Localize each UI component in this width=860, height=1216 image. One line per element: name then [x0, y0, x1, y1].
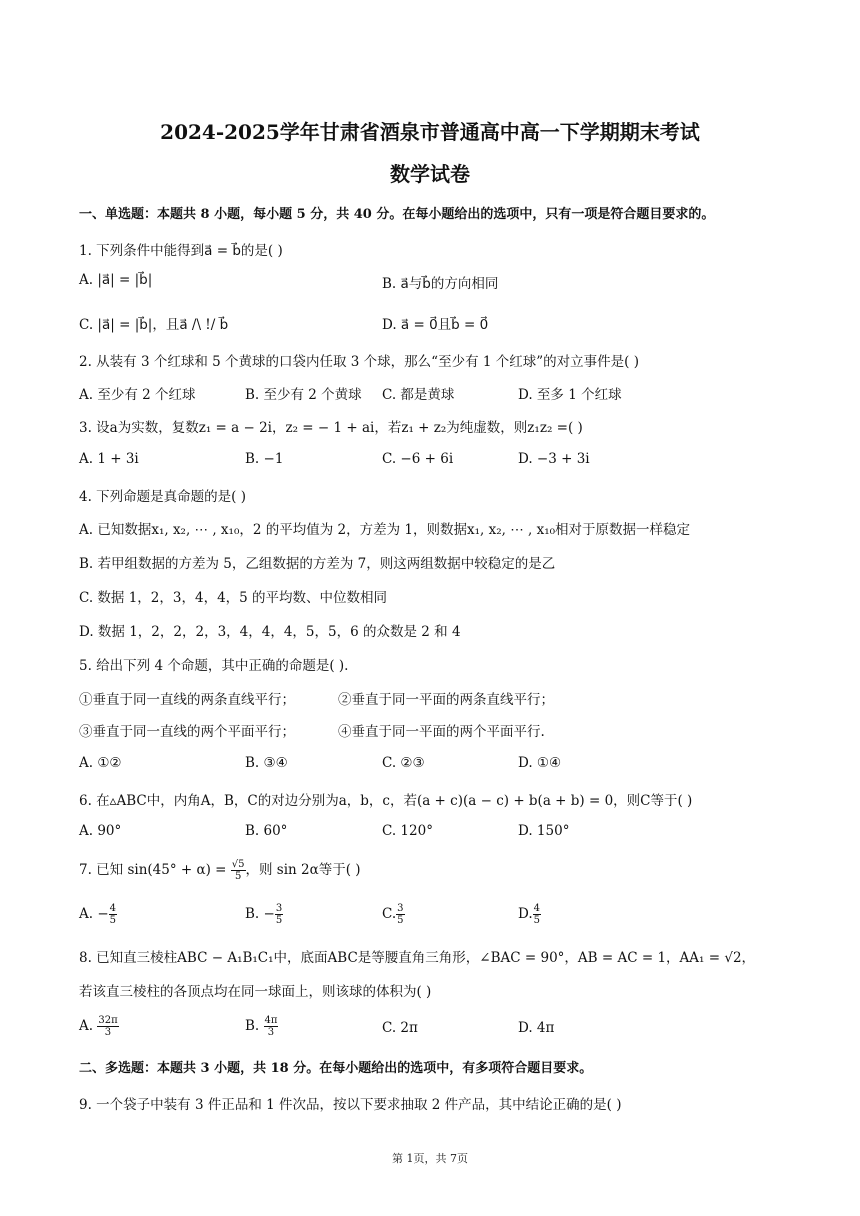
q7-stem [79, 858, 361, 882]
q3-option-b: B. −1 [245, 451, 284, 467]
q4-option-d: D. 数据 1，2，2，2，3，4，4，4，5，5，6 的众数是 2 和 4 [79, 624, 461, 640]
q1-option-a: A. |a⃗| = |b⃗| [79, 272, 153, 288]
q6-option-b: B. 60° [245, 823, 288, 839]
q5-option-a: A. ①② [79, 755, 122, 771]
q6-stem: 6. 在▵ABC中，内角A，B，C的对边分别为a，b，c，若(a + c)(a − c) + b(a + b) = 0，则C等于( ) [79, 793, 693, 809]
q5-stem: 5. 给出下列 4 个命题，其中正确的命题是( ). [79, 658, 349, 674]
q5-proposition-2: ②垂直于同一平面的两条直线平行； [338, 692, 554, 708]
q8-stem-line1: 8. 已知直三棱柱ABC − A₁B₁C₁中，底面ABC是等腰直角三角形，∠BAC = 90°，AB = AC = 1，AA₁ = √2， [79, 950, 756, 966]
q2-option-d: D. 至多 1 个红球 [518, 387, 622, 403]
q3-option-a: A. 1 + 3i [79, 451, 139, 467]
q3-option-d: D. −3 + 3i [518, 451, 590, 467]
q6-option-a: A. 90° [79, 823, 122, 839]
q7-stem-pre: 7. 已知 sin(45° + α) = [79, 862, 227, 878]
q5-option-c: C. ②③ [382, 755, 425, 771]
q7-fraction: $\frac{√5}{5}$ [231, 859, 245, 882]
q5-proposition-4: ④垂直于同一平面的两个平面平行. [338, 724, 545, 740]
q6-option-c: C. 120° [382, 823, 433, 839]
section-2-heading: 二、多选题：本题共 3 小题，共 18 分。在每小题给出的选项中，有多项符合题目要求。 [79, 1061, 593, 1076]
q2-option-b: B. 至少有 2 个黄球 [245, 387, 362, 403]
q4-stem: 4. 下列命题是真命题的是( ) [79, 489, 246, 505]
q8-option-d: D. 4π [518, 1020, 555, 1036]
q7-option-d: D. $\frac{4}{5}$ [518, 903, 541, 926]
q2-option-c: C. 都是黄球 [382, 387, 455, 403]
q7-option-c: C. $\frac{3}{5}$ [382, 903, 404, 926]
q4-option-a: A. 已知数据x₁, x₂, ⋯ , x₁₀，2 的平均值为 2，方差为 1，则数据x₁, x₂, ⋯ , x₁₀相对于原数据一样稳定 [79, 522, 691, 538]
q9-stem: 9. 一个袋子中装有 3 件正品和 1 件次品，按以下要求抽取 2 件产品，其中结论正确的是( ) [79, 1097, 622, 1113]
q2-option-a: A. 至少有 2 个红球 [79, 387, 196, 403]
q2-stem: 2. 从装有 3 个红球和 5 个黄球的口袋内任取 3 个球，那么“至少有 1 个红球”的对立事件是( ) [79, 354, 639, 370]
q1-stem: 1. 下列条件中能得到a⃗ = b⃗的是( ) [79, 243, 283, 259]
q7-option-b: B. − $\frac{3}{5}$ [245, 903, 283, 926]
q6-option-d: D. 150° [518, 823, 570, 839]
q7-stem-post: ，则 sin 2α等于( ) [245, 862, 361, 878]
q5-proposition-3: ③垂直于同一直线的两个平面平行； [79, 724, 295, 740]
exam-subtitle: 数学试卷 [390, 162, 470, 186]
q8-option-b: B. $\frac{4\pi}{3}$ [245, 1015, 278, 1038]
q8-option-a: A. $\frac{32\pi}{3}$ [79, 1015, 118, 1038]
q3-option-c: C. −6 + 6i [382, 451, 454, 467]
q8-option-c: C. 2π [382, 1020, 418, 1036]
page-footer: 第 1页，共 7页 [392, 1152, 468, 1165]
q5-proposition-1: ①垂直于同一直线的两条直线平行； [79, 692, 295, 708]
q1-option-c: C. |a⃗| = |b⃗|，且a⃗ /\ !/ b⃗ [79, 317, 229, 333]
q5-option-d: D. ①④ [518, 755, 562, 771]
q4-option-c: C. 数据 1，2，3，4，4，5 的平均数、中位数相同 [79, 590, 388, 606]
q8-stem-line2: 若该直三棱柱的各顶点均在同一球面上，则该球的体积为( ) [79, 984, 432, 1000]
section-1-heading: 一、单选题：本题共 8 小题，每小题 5 分，共 40 分。在每小题给出的选项中，只有一项是符合题目要求的。 [79, 207, 715, 222]
q1-option-b: B. a⃗与b⃗的方向相同 [382, 276, 499, 292]
q1-option-d: D. a⃗ = 0⃗且b⃗ = 0⃗ [382, 317, 489, 333]
q5-option-b: B. ③④ [245, 755, 288, 771]
q4-option-b: B. 若甲组数据的方差为 5，乙组数据的方差为 7，则这两组数据中较稳定的是乙 [79, 556, 556, 572]
q3-stem: 3. 设a为实数，复数z₁ = a − 2i，z₂ = − 1 + ai，若z₁ + z₂为纯虚数，则z₁z₂ =( ) [79, 420, 583, 436]
exam-title: 2024-2025学年甘肃省酒泉市普通高中高一下学期期末考试 [160, 120, 700, 144]
q7-option-a: A. − $\frac{4}{5}$ [79, 903, 117, 926]
